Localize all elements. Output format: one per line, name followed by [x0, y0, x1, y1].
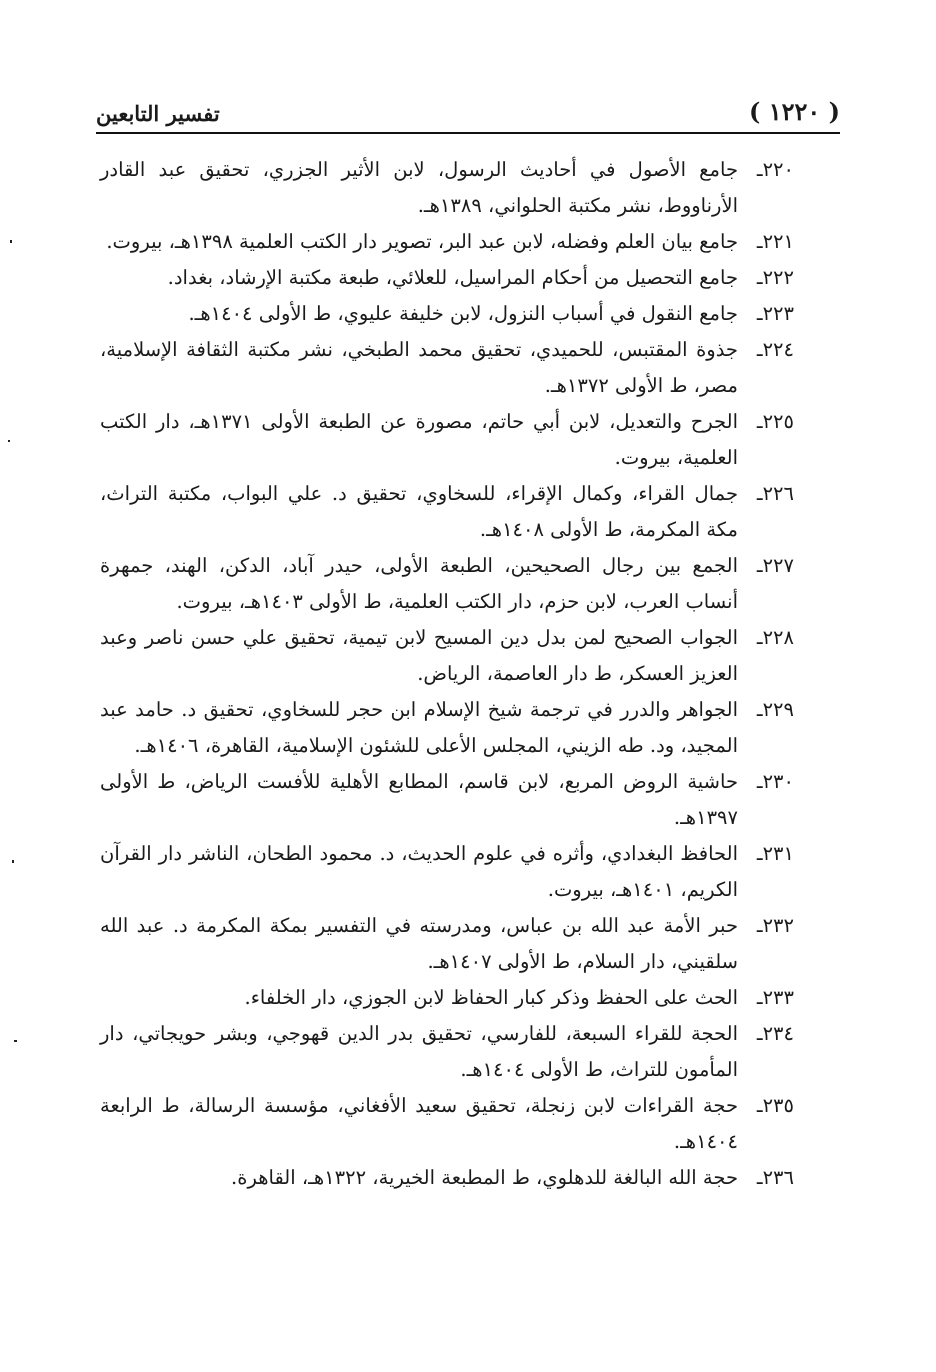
entry-text: حجة الله البالغة للدهلوي، ط المطبعة الخيرية، ١٣٢٢هـ، القاهرة. [231, 1166, 738, 1189]
entry-text: جذوة المقتبس، للحميدي، تحقيق محمد الطبخي، نشر مكتبة الثقافة الإسلامية، مصر، ط الأولى ١٣٧٢هـ. [100, 338, 738, 397]
entry-text: جمال القراء، وكمال الإقراء، للسخاوي، تحقيق د. علي البواب، مكتبة التراث، مكة المكرمة، ط الأولى ١٤٠٨هـ. [100, 482, 738, 541]
bibliography-entry [100, 152, 794, 224]
entry-text: الحث على الحفظ وذكر كبار الحفاظ لابن الجوزي، دار الخلفاء. [244, 986, 738, 1009]
entry-number: ٢٣٦ـ [756, 1166, 794, 1189]
scan-speck [12, 860, 14, 863]
entry-number: ٢٣١ـ [756, 842, 794, 865]
scan-speck [14, 1040, 17, 1042]
entry-number: ٢٣٠ـ [756, 770, 794, 793]
entry-number: ٢٢٧ـ [756, 554, 794, 577]
bibliography-entry [100, 764, 794, 836]
bibliography-entry [100, 404, 794, 476]
bibliography-list [100, 152, 794, 1196]
entry-number: ٢٣٢ـ [756, 914, 794, 937]
entry-text: حاشية الروض المربع، لابن قاسم، المطابع الأهلية للأفست الرياض، ط الأولى ١٣٩٧هـ. [100, 770, 738, 829]
bibliography-entry [100, 908, 794, 980]
entry-text: حبر الأمة عبد الله بن عباس، ومدرسته في التفسير بمكة المكرمة د. عبد الله سلقيني، دار السلام، ط الأولى ١٤٠٧هـ. [100, 914, 738, 973]
entry-number: ٢٣٣ـ [756, 986, 794, 1009]
bibliography-entry [100, 476, 794, 548]
entry-text: جامع الأصول في أحاديث الرسول، لابن الأثير الجزري، تحقيق عبد القادر الأرناووط، نشر مكتبة الحلواني، ١٣٨٩هـ. [100, 158, 738, 217]
entry-text: جامع النقول في أسباب النزول، لابن خليفة عليوي، ط الأولى ١٤٠٤هـ. [188, 302, 738, 325]
bibliography-entry [100, 1016, 794, 1088]
entry-text: الجواب الصحيح لمن بدل دين المسيح لابن تيمية، تحقيق علي حسن ناصر وعبد العزيز العسكر، ط دار العاصمة، الرياض. [100, 626, 738, 685]
scan-speck [10, 240, 12, 243]
entry-number: ٢٢٣ـ [756, 302, 794, 325]
bibliography-entry [100, 692, 794, 764]
bibliography-entry [100, 260, 794, 296]
scan-speck [8, 440, 10, 442]
entry-number: ٢٢٤ـ [756, 338, 794, 361]
entry-text: جامع التحصيل من أحكام المراسيل، للعلائي، طبعة مكتبة الإرشاد، بغداد. [167, 266, 738, 289]
bibliography-entry [100, 980, 794, 1016]
bibliography-entry [100, 1160, 794, 1196]
entry-text: الجواهر والدرر في ترجمة شيخ الإسلام ابن حجر للسخاوي، تحقيق د. حامد عبد المجيد، ود. طه الزيني، المجلس الأعلى للشئون الإسلامية، القاهرة، ١٤٠٦هـ. [100, 698, 738, 757]
entry-text: الحجة للقراء السبعة، للفارسي، تحقيق بدر الدين قهوجي، وبشر حويجاتي، دار المأمون للتراث، ط الأولى ١٤٠٤هـ. [100, 1022, 738, 1081]
entry-number: ٢٢٥ـ [756, 410, 794, 433]
entry-text: الجرح والتعديل، لابن أبي حاتم، مصورة عن الطبعة الأولى ١٣٧١هـ، دار الكتب العلمية، بيروت. [100, 410, 738, 469]
entry-text: جامع بيان العلم وفضله، لابن عبد البر، تصوير دار الكتب العلمية ١٣٩٨هـ، بيروت. [106, 230, 738, 253]
bibliography-entry [100, 296, 794, 332]
entry-number: ٢٢٦ـ [756, 482, 794, 505]
bibliography-entry [100, 548, 794, 620]
entry-text: الحافظ البغدادي، وأثره في علوم الحديث، د. محمود الطحان، الناشر دار القرآن الكريم، ١٤٠١هـ، بيروت. [100, 842, 738, 901]
bibliography-entry [100, 332, 794, 404]
entry-number: ٢٢١ـ [756, 230, 794, 253]
entry-number: ٢٣٥ـ [756, 1094, 794, 1117]
entry-text: حجة القراءات لابن زنجلة، تحقيق سعيد الأفغاني، مؤسسة الرسالة، ط الرابعة ١٤٠٤هـ. [100, 1094, 738, 1153]
entry-number: ٢٢٩ـ [756, 698, 794, 721]
bibliography-entry [100, 620, 794, 692]
entry-number: ٢٢٠ـ [756, 158, 794, 181]
running-title: تفسير التابعين [96, 101, 220, 126]
entry-text: الجمع بين رجال الصحيحين، الطبعة الأولى، حيدر آباد، الدكن، الهند، جمهرة أنساب العرب، لابن حزم، دار الكتب العلمية، ط الأولى ١٤٠٣هـ، بيروت. [100, 554, 738, 613]
bibliography-entry [100, 224, 794, 260]
entry-number: ٢٢٨ـ [756, 626, 794, 649]
page-number: ( ١٢٢٠ ) [749, 97, 840, 126]
page-header [96, 86, 840, 126]
bibliography-entry [100, 836, 794, 908]
entry-number: ٢٣٤ـ [756, 1022, 794, 1045]
header-divider [96, 132, 840, 134]
bibliography-entry [100, 1088, 794, 1160]
entry-number: ٢٢٢ـ [756, 266, 794, 289]
